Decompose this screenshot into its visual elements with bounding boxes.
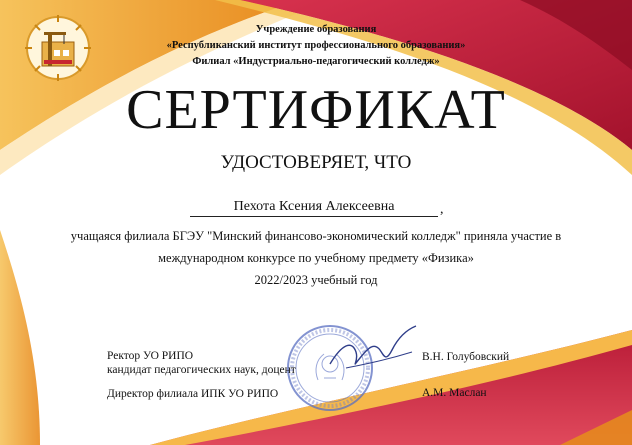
recipient-name-comma: , <box>440 202 444 217</box>
academic-year: 2022/2023 учебный год <box>254 273 378 287</box>
certificate-subtitle: УДОСТОВЕРЯЕТ, ЧТО <box>220 152 412 173</box>
handwritten-signature <box>326 324 420 378</box>
institution-line-2: «Республиканский институт профессионального образования» <box>166 40 466 51</box>
director-title: Директор филиала ИПК УО РИПО <box>107 388 279 400</box>
certificate-title: СЕРТИФИКАТ <box>126 79 506 141</box>
rector-name: В.Н. Голубовский <box>422 351 510 363</box>
director-name: А.М. Маслан <box>422 387 487 399</box>
institution-line-1: Учреждение образования <box>255 24 377 35</box>
recipient-name: Пехота Ксения Алексеевна <box>190 199 438 217</box>
certificate-body-line-2: международном конкурсе по учебному предмету «Физика» <box>158 251 474 265</box>
rector-degree: кандидат педагогических наук, доцент <box>107 364 296 376</box>
certificate-body-line-1: учащаяся филиала БГЭУ "Минский финансово-экономический колледж" приняла участие в <box>70 229 562 243</box>
institution-line-3: Филиал «Индустриально-педагогический колледж» <box>192 56 440 67</box>
rector-title: Ректор УО РИПО <box>107 350 194 362</box>
